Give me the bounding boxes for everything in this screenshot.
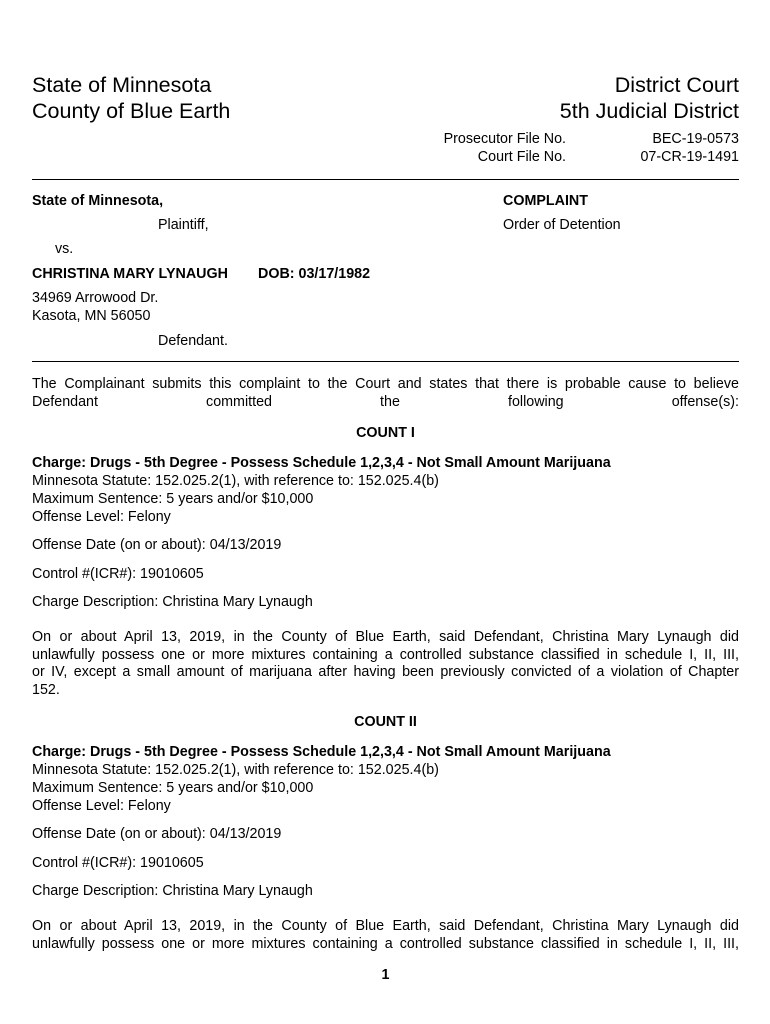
page-number: 1 [381, 967, 390, 983]
count-charge-description: Charge Description: Christina Mary Lynaugh [32, 594, 313, 610]
count-narrative [32, 918, 739, 953]
plaintiff-name: State of Minnesota, [32, 193, 164, 209]
state-heading: State of Minnesota [32, 73, 212, 97]
district-heading: 5th Judicial District [559, 99, 739, 123]
prosecutor-file-value: BEC-19-0573 [652, 131, 739, 147]
narrative-line: On or about April 13, 2019, in the County of Blue Earth, said Defendant, Christina Mary Lynaugh did [32, 918, 739, 934]
count-narrative [32, 629, 739, 699]
count-sentence: Maximum Sentence: 5 years and/or $10,000 [32, 780, 314, 796]
count-offense-level: Offense Level: Felony [32, 509, 171, 525]
narrative-line: unlawfully possess one or more mixtures containing a controlled substance classified in schedule I, II, III, [32, 646, 739, 663]
count-charge: Charge: Drugs - 5th Degree - Possess Schedule 1,2,3,4 - Not Small Amount Marijuana [32, 455, 611, 471]
header-divider [32, 179, 739, 180]
plaintiff-role: Plaintiff, [158, 217, 209, 233]
defendant-name: CHRISTINA MARY LYNAUGH [32, 266, 228, 282]
document-type: COMPLAINT [503, 193, 588, 209]
defendant-address-line2: Kasota, MN 56050 [32, 308, 151, 324]
intro-paragraph [32, 376, 739, 411]
narrative-line: 152. [32, 681, 60, 698]
count-control-number: Control #(ICR#): 19010605 [32, 566, 204, 582]
count-heading: COUNT I [356, 425, 415, 441]
count-heading: COUNT II [354, 714, 417, 730]
count-offense-date: Offense Date (on or about): 04/13/2019 [32, 537, 282, 553]
defendant-dob: DOB: 03/17/1982 [258, 266, 371, 282]
count-control-number: Control #(ICR#): 19010605 [32, 855, 204, 871]
narrative-line: On or about April 13, 2019, in the County of Blue Earth, said Defendant, Christina Mary Lynaugh did [32, 629, 739, 645]
intro-text: The Complainant submits this complaint to the Court and states that there is probable cause to believe Defendant committed the following offense(s): [32, 376, 739, 410]
versus-label: vs. [55, 241, 74, 257]
court-file-label: Court File No. [477, 149, 566, 165]
count-charge-description: Charge Description: Christina Mary Lynaugh [32, 883, 313, 899]
court-file-value: 07-CR-19-1491 [640, 149, 739, 165]
count-statute: Minnesota Statute: 152.025.2(1), with reference to: 152.025.4(b) [32, 762, 439, 778]
caption-divider [32, 361, 739, 362]
narrative-line: or IV, except a small amount of marijuana after having been previously convicted of a violation of Chapter [32, 664, 739, 681]
count-sentence: Maximum Sentence: 5 years and/or $10,000 [32, 491, 314, 507]
count-statute: Minnesota Statute: 152.025.2(1), with reference to: 152.025.4(b) [32, 473, 439, 489]
count-offense-level: Offense Level: Felony [32, 798, 171, 814]
document-subtype: Order of Detention [503, 217, 621, 233]
narrative-line: unlawfully possess one or more mixtures containing a controlled substance classified in schedule I, II, III, [32, 935, 739, 952]
prosecutor-file-label: Prosecutor File No. [443, 131, 566, 147]
count-offense-date: Offense Date (on or about): 04/13/2019 [32, 826, 282, 842]
defendant-address-line1: 34969 Arrowood Dr. [32, 290, 159, 306]
defendant-role: Defendant. [158, 333, 228, 349]
court-heading: District Court [614, 73, 739, 97]
count-charge: Charge: Drugs - 5th Degree - Possess Schedule 1,2,3,4 - Not Small Amount Marijuana [32, 744, 611, 760]
county-heading: County of Blue Earth [32, 99, 231, 123]
